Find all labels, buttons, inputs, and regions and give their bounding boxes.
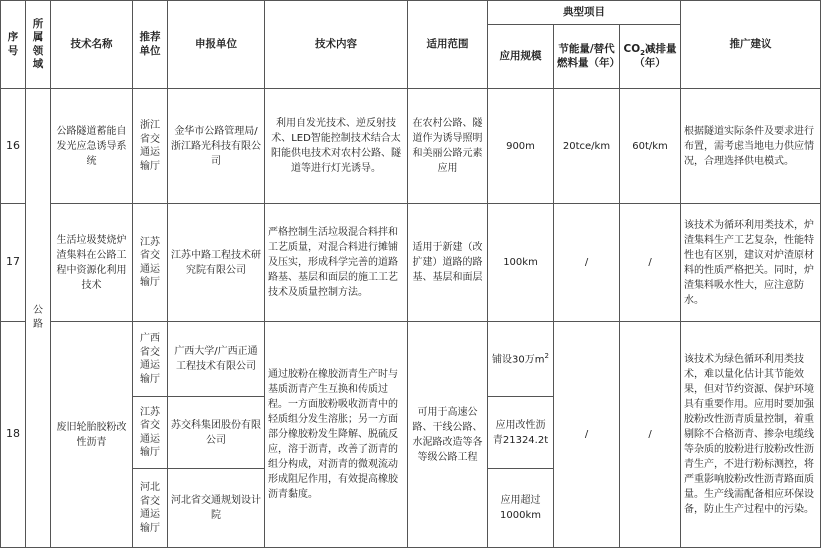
header-tech-name: 技术名称 — [51, 1, 133, 89]
applicant: 金华市公路管理局/浙江路光科技有限公司 — [168, 89, 265, 204]
header-no: 序号 — [1, 1, 26, 89]
scale-sup: 2 — [544, 351, 549, 360]
header-co2-pre: CO — [623, 42, 641, 55]
header-field: 所属领域 — [26, 1, 51, 89]
recommender: 浙江省交通运输厅 — [133, 89, 168, 204]
header-co2-post: 减排量（年） — [634, 42, 677, 70]
header-saving: 节能量/替代燃料量（年） — [554, 25, 620, 89]
scale: 应用改性沥青21324.2t — [488, 397, 554, 469]
applicant: 河北省交通规划设计院 — [168, 469, 265, 548]
co2-reduction: / — [620, 204, 681, 322]
applicant: 广西大学/广西正通工程技术有限公司 — [168, 322, 265, 397]
field-label: 公路 — [33, 305, 43, 330]
tech-content: 通过胶粉在橡胶沥青生产时与基质沥青产生互换和传质过程。一方面胶粉吸收沥青中的轻质组分发生溶胀；另一方面部分橡胶粉发生降解、脱硫反应，溶于沥青，改善了沥青的组分构成，对沥青的微观流动形成阻尼作用，有效提高橡胶沥青黏度。 — [265, 322, 408, 548]
saving: 20tce/km — [554, 89, 620, 204]
header-co2-sub: 2 — [640, 48, 646, 57]
row-number: 18 — [1, 322, 26, 548]
tech-name: 公路隧道蓄能自发光应急诱导系统 — [51, 89, 133, 204]
co2-reduction: / — [620, 322, 681, 548]
table-row — [1, 89, 821, 204]
header-row-top — [1, 1, 821, 25]
scale — [488, 322, 554, 397]
row-number: 17 — [1, 204, 26, 322]
applicant: 江苏中路工程技术研究院有限公司 — [168, 204, 265, 322]
row-number: 16 — [1, 89, 26, 204]
scale: 应用超过1000km — [488, 469, 554, 548]
co2-reduction: 60t/km — [620, 89, 681, 204]
applicant: 苏交科集团股份有限公司 — [168, 397, 265, 469]
scale-text: 铺设30万m — [492, 354, 545, 366]
header-applicant: 申报单位 — [168, 1, 265, 89]
table-row — [1, 204, 821, 322]
advice: 根据隧道实际条件及要求进行布置，需考虑当地电力供应情况，合理选择供电模式。 — [681, 89, 821, 204]
saving: / — [554, 204, 620, 322]
field-cell — [26, 89, 51, 548]
tech-name: 生活垃圾焚烧炉渣集料在公路工程中资源化利用技术 — [51, 204, 133, 322]
scale: 100km — [488, 204, 554, 322]
header-scale: 应用规模 — [488, 25, 554, 89]
tech-name: 废旧轮胎胶粉改性沥青 — [51, 322, 133, 548]
tech-content: 严格控制生活垃圾混合料拌和工艺质量，对混合料进行摊铺及压实，形成科学完善的道路路基、基层和面层的施工工艺技术及质量控制方法。 — [265, 204, 408, 322]
advice: 该技术为循环利用类技术，炉渣集料生产工艺复杂，性能特性也有区别，建议对炉渣原材料的性质严格把关。同时，炉渣集料吸水性大，应注意防水。 — [681, 204, 821, 322]
scope: 可用于高速公路、干线公路、水泥路改造等各等级公路工程 — [408, 322, 488, 548]
header-scope: 适用范围 — [408, 1, 488, 89]
scope: 在农村公路、隧道作为诱导照明和美丽公路元素应用 — [408, 89, 488, 204]
recommender: 广西省交通运输厅 — [133, 322, 168, 397]
table-row — [1, 322, 821, 397]
header-content: 技术内容 — [265, 1, 408, 89]
header-advice: 推广建议 — [681, 1, 821, 89]
header-co2 — [620, 25, 681, 89]
recommender: 江苏省交通运输厅 — [133, 397, 168, 469]
scope: 适用于新建（改扩建）道路的路基、基层和面层 — [408, 204, 488, 322]
header-recommender: 推荐单位 — [133, 1, 168, 89]
saving: / — [554, 322, 620, 548]
tech-content: 利用自发光技术、逆反射技术、LED智能控制技术结合太阳能供电技术对农村公路、隧道等进行灯光诱导。 — [265, 89, 408, 204]
recommender: 河北省交通运输厅 — [133, 469, 168, 548]
advice: 该技术为绿色循环利用类技术，难以量化估计其节能效果，但对节约资源、保护环境具有重要作用。应用时要加强胶粉改性沥青质量控制，着重剔除不合格沥青、掺杂电缆线等杂质的胶粉进行胶粉改性沥青生产，不进行粉标测控，将严重影响胶粉改性沥青路面质量。生产线需配备相应环保设备，防止生产过程中的污染。 — [681, 322, 821, 548]
header-typical-project: 典型项目 — [488, 1, 681, 25]
scale: 900m — [488, 89, 554, 204]
recommender: 江苏省交通运输厅 — [133, 204, 168, 322]
